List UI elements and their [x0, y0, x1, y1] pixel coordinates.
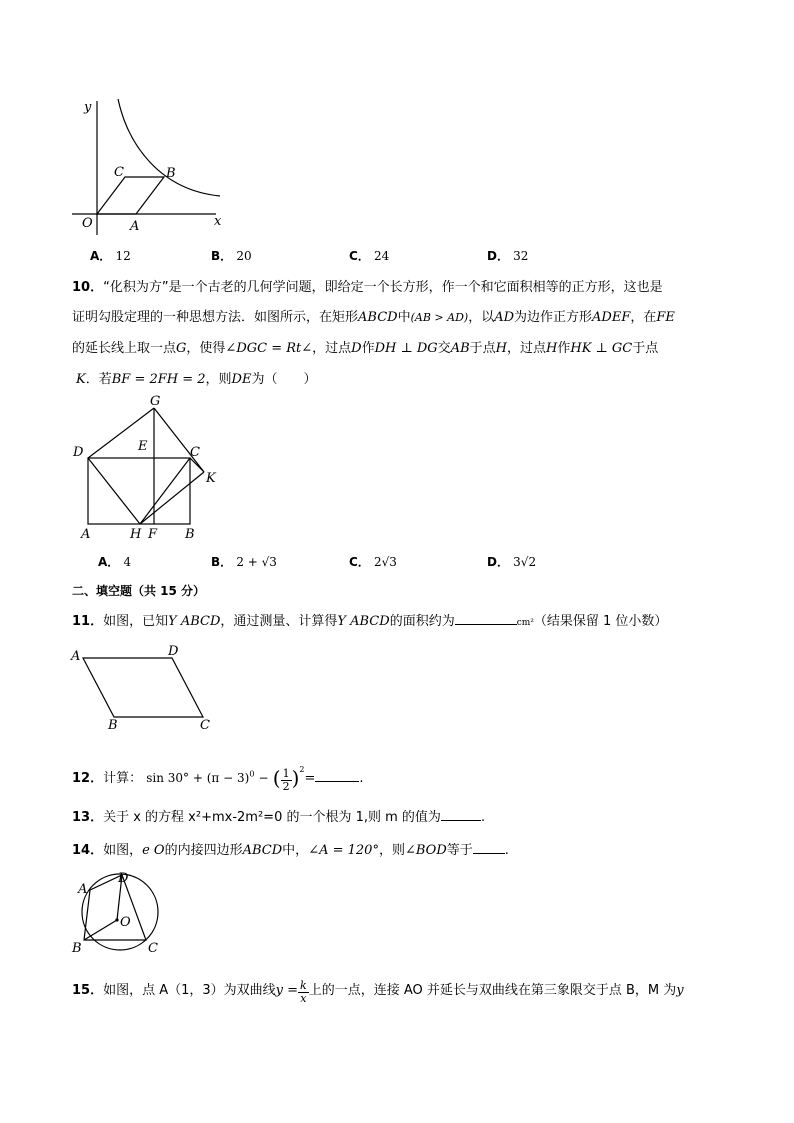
q10-label-b: B	[185, 527, 195, 542]
q14-text: 14．如图，e O的内接四边形ABCD中，∠A = 120°，则∠BOD等于 .	[72, 839, 509, 861]
q11-text: 11．如图，已知Y ABCD，通过测量、计算得Y ABCD的面积约为 cm²（结果保留 1 位小数）	[72, 610, 667, 633]
q11-label-b: B	[108, 718, 118, 732]
q14-label-c: C	[148, 941, 158, 956]
q11-answer-blank[interactable]	[455, 610, 517, 625]
q14-center-dot	[115, 918, 118, 921]
q13-number: 13．	[72, 810, 104, 825]
q9-hyperbola	[118, 99, 220, 196]
q10-label-g: G	[150, 394, 161, 409]
q15-number: 15．	[72, 983, 104, 998]
q9-parallelogram	[97, 177, 164, 214]
q10-option-a[interactable]: A． 4	[98, 555, 132, 569]
q14-number: 14．	[72, 843, 104, 858]
q15-text: 15．如图，点 A（1，3）为双曲线y = $\frac{k}{x}$ 上的一点，连接 AO 并延长与双曲线在第三象限交于点 B，M 为y	[72, 979, 684, 1005]
q10-line2: 证明勾股定理的一种思想方法．如图所示，在矩形ABCD中(AB > AD)，以AD为边作正方形ADEF，在FE	[72, 310, 675, 325]
q10-option-c[interactable]: C． 2√3	[349, 555, 397, 569]
q10-label-k: K	[206, 471, 216, 486]
q10-segment-hk	[140, 472, 204, 524]
section-heading-fill-in: 二、填空题（共 15 分）	[72, 584, 206, 598]
q9-label-o: O	[82, 216, 93, 231]
q11-label-d: D	[168, 644, 179, 659]
q10-label-c: C	[190, 445, 200, 460]
q10-number: 10．	[72, 280, 104, 295]
q14-label-o: O	[120, 915, 131, 930]
q9-option-a[interactable]: A． 12	[90, 249, 131, 263]
q10-option-d[interactable]: D． 3√2	[487, 555, 537, 569]
q10-segment-ck	[190, 458, 204, 472]
q10-option-b[interactable]: B． 2 + √3	[211, 555, 277, 569]
q11-number: 11．	[72, 614, 104, 629]
q13-text: 13．关于 x 的方程 x²+mx-2m²=0 的一个根为 1,则 m 的值为 .	[72, 806, 485, 828]
q11-label-c: C	[200, 718, 210, 732]
q14-label-b: B	[72, 941, 82, 956]
q10-label-d: D	[73, 445, 84, 460]
q10-label-e: E	[138, 439, 148, 454]
q10-segment-gc	[154, 408, 204, 472]
q12-text: 12．计算： $\sin 30^\circ + (\pi - 3)^0$ − ( $\frac{1}{2}$ )$^2$= .	[72, 765, 364, 793]
q14-segment-ob	[84, 920, 117, 940]
q13-answer-blank[interactable]	[441, 806, 481, 821]
q14-answer-blank[interactable]	[473, 839, 505, 854]
q9-label-b: B	[166, 166, 176, 181]
q11-parallelogram	[83, 658, 203, 717]
q9-option-b[interactable]: B． 20	[211, 249, 252, 263]
q12-answer-blank[interactable]	[315, 767, 359, 782]
q9-option-c[interactable]: C． 24	[349, 249, 390, 263]
q10-segment-dh	[88, 458, 140, 524]
q9-figure	[70, 95, 230, 240]
q10-label-a: A	[81, 527, 91, 542]
q10-label-f: F	[148, 527, 158, 542]
q14-label-a: A	[78, 882, 88, 897]
q10-rectangle-abcd	[88, 458, 190, 524]
q10-segment-hc	[140, 458, 190, 524]
q14-figure	[68, 868, 168, 958]
q9-label-y: y	[84, 100, 92, 115]
q10-line1: 10．“化积为方”是一个古老的几何学问题，即给定一个长方形，作一个和它面积相等的正方形，这也是	[72, 280, 663, 295]
q9-label-c: C	[114, 165, 124, 180]
q10-label-h: H	[130, 527, 142, 542]
q9-label-x: x	[214, 214, 222, 229]
q12-number: 12．	[72, 771, 104, 786]
q10-line4: K．若BF = 2FH = 2，则DE为（ ）	[76, 372, 317, 387]
q10-figure	[70, 392, 230, 544]
q9-label-a: A	[130, 219, 140, 234]
q11-figure	[68, 642, 218, 732]
q10-line3: 的延长线上取一点G，使得∠DGC = Rt∠，过点D作DH ⊥ DG交AB于点H，过点H作HK ⊥ GC于点	[72, 341, 659, 356]
q9-option-d[interactable]: D． 32	[487, 249, 529, 263]
q11-label-a: A	[71, 649, 81, 664]
q14-label-d: D	[118, 871, 129, 886]
